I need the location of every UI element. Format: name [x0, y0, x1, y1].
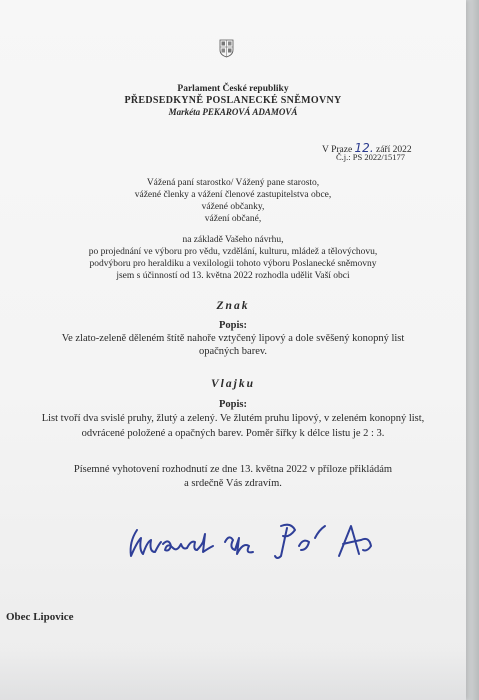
parliament-name: Parlament České republiky [177, 84, 289, 94]
intro-line: jsem s účinností od 13. května 2022 rozhodla udělit Vaší obci [116, 271, 350, 281]
intro-line: na základě Vašeho návrhu, [182, 235, 284, 245]
salutation-line: vážené občanky, [201, 202, 265, 212]
section-heading-znak: Znak [216, 300, 250, 312]
salutation-line: vážené členky a vážení členové zastupitelstva obce, [134, 190, 332, 200]
handwritten-signature [125, 512, 390, 572]
office-title: PŘEDSEDKYNĚ POSLANECKÉ SNĚMOVNY [124, 95, 342, 106]
intro-line: podvýboru pro heraldiku a vexilologii tohoto výboru Poslanecké sněmovny [89, 259, 377, 269]
vlajka-description-line: odvrácené položené a opačných barev. Poměr šířky k délce listu je 2 : 3. [81, 428, 385, 439]
section-heading-vlajka: Vlajku [211, 378, 255, 390]
salutation-line: vážení občané, [204, 214, 262, 224]
vlajka-description-line: List tvoří dva svislé pruhy, žlutý a zelený. Ve žlutém pruhu lipový, v zeleném konopný list, [41, 413, 425, 424]
closing-line: Písemné vyhotovení rozhodnutí ze dne 13. května 2022 v příloze přikládám [73, 464, 393, 475]
date-place: V Praze [322, 145, 353, 155]
salutation-line: Vážená paní starostko/ Vážený pane starosto, [146, 178, 320, 188]
reference-number: Č.j.: PS 2022/15177 [336, 152, 405, 162]
znak-description-line: Ve zlato-zeleně děleném štítě nahoře vztyčený lipový a dole svěšený konopný list [61, 333, 405, 344]
znak-description-label: Popis: [218, 320, 247, 331]
date-day-handwritten: 12. [354, 141, 374, 155]
znak-description-line: opačných barev. [198, 346, 268, 357]
date-month-year: září 2022 [376, 145, 412, 155]
paper-shadow [0, 650, 466, 700]
vlajka-description-label: Popis: [218, 399, 247, 410]
background-edge [465, 0, 479, 700]
state-emblem-icon [219, 39, 234, 58]
recipient-name: Obec Lipovice [6, 611, 74, 623]
official-name: Markéta PEKAROVÁ ADAMOVÁ [168, 107, 298, 117]
closing-line: a srdečně Vás zdravím. [184, 478, 282, 489]
intro-line: po projednání ve výboru pro vědu, vzdělání, kulturu, mládež a tělovýchovu, [88, 247, 378, 257]
